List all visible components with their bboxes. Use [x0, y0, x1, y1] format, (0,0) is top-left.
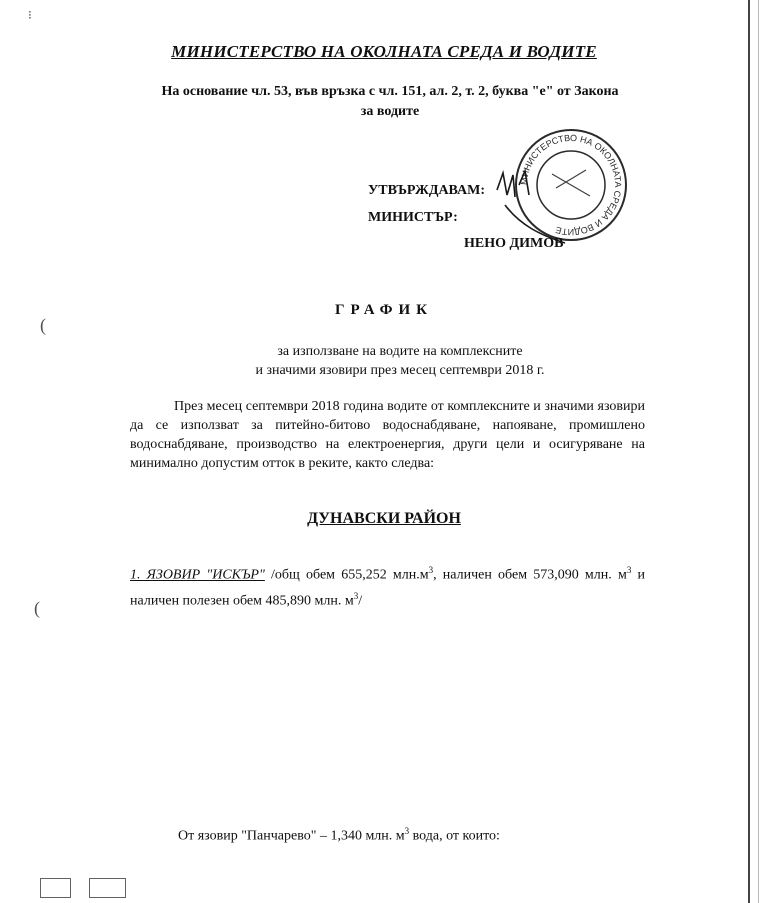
dam-total-volume: /общ обем 655,252 млн.м: [264, 567, 429, 583]
binding-mark-icon: (: [34, 598, 40, 618]
intro-paragraph: През месец септември 2018 година водите от комплексните и значими язовири да се използват за питейно-битово водоснабдяване, напояване, промишлено водоснабдяване, производство на електроенергия, други цели и осигуряване на минимално допустим отток в реките, както следва:: [130, 399, 645, 471]
footer-mark-box: [40, 878, 71, 898]
minister-label: МИНИСТЪР:: [368, 210, 458, 225]
subtitle-line2: и значими язовири през месец септември 2018 г.: [255, 363, 545, 378]
svg-text:МИНИСТЕРСТВО НА ОКОЛНАТА СРЕДА: МИНИСТЕРСТВО НА ОКОЛНАТА СРЕДА И ВОДИТЕ: [518, 132, 624, 238]
from-dam-text-end: вода, от които:: [409, 828, 500, 844]
svg-text:⁝: ⁝: [28, 8, 32, 22]
scan-edge-line: [748, 0, 750, 903]
legal-basis: [120, 82, 660, 122]
superscript: 3: [404, 826, 410, 836]
binding-mark-icon: (: [40, 315, 46, 335]
scan-edge-line-secondary: [758, 0, 759, 903]
dam-name: 1. ЯЗОВИР "ИСКЪР": [130, 567, 265, 583]
ministry-header: МИНИСТЕРСТВО НА ОКОЛНАТА СРЕДА И ВОДИТЕ: [171, 42, 597, 61]
dam-close: /: [358, 593, 363, 609]
dam-useful-volume: и наличен полезен обем 485,890 млн. м: [130, 567, 645, 609]
approve-label: УТВЪРЖДАВАМ:: [368, 183, 486, 198]
region-heading: ДУНАВСКИ РАЙОН: [307, 510, 461, 527]
superscript: 3: [626, 565, 632, 575]
punch-mark: [28, 8, 38, 27]
document-subtitle: [200, 342, 600, 380]
dam-available-volume: , наличен обем 573,090 млн. м: [433, 567, 627, 583]
legal-basis-line1: На основание чл. 53, във връзка с чл. 151, ал. 2, т. 2, буква "е" от Закона: [161, 84, 619, 99]
superscript: 3: [353, 590, 359, 601]
document-title: ГРАФИК: [334, 302, 434, 318]
from-dam-text: От язовир "Панчарево" – 1,340 млн. м: [178, 828, 405, 844]
superscript: 3: [428, 565, 434, 575]
page-footer-marks: [40, 878, 144, 898]
subtitle-line1: за използване на водите на комплексните: [277, 344, 523, 359]
dam-entry: [130, 560, 645, 611]
minister-name: НЕНО ДИМОВ: [464, 236, 564, 251]
from-dam-line: [178, 826, 500, 845]
legal-basis-line2: за водите: [360, 104, 420, 119]
signature-icon: [485, 165, 575, 245]
footer-mark-box: [89, 878, 126, 898]
